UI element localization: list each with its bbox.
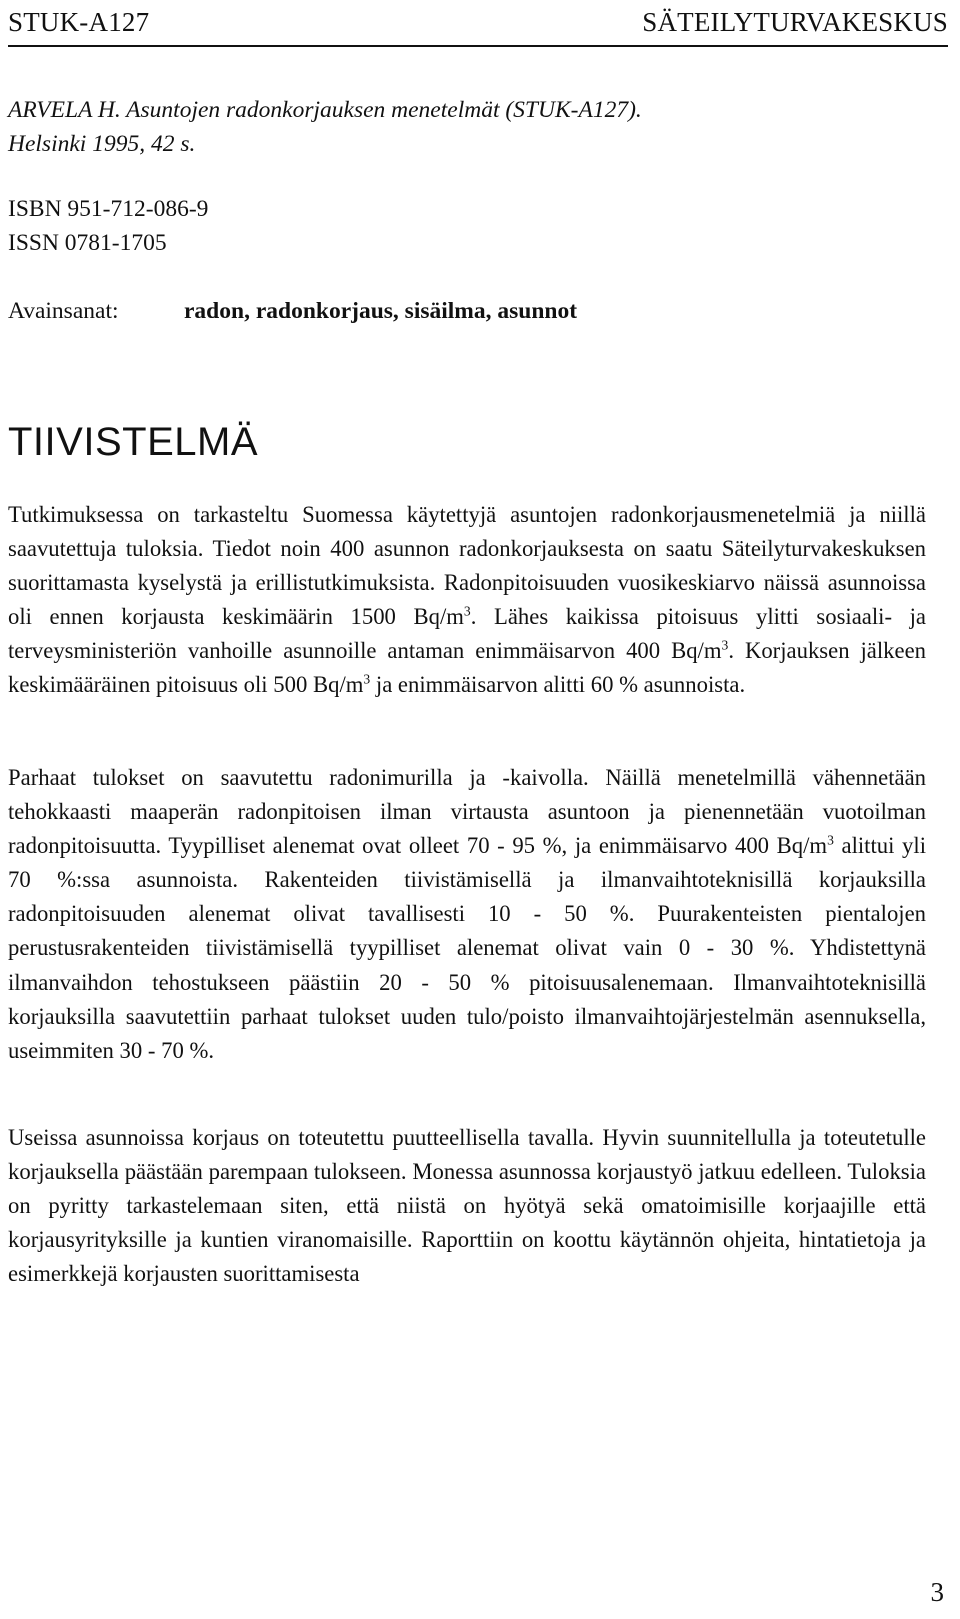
identifiers (8, 192, 208, 260)
p1-text-a: Tutkimuksessa on tarkasteltu Suomessa käytettyjä asuntojen radonkorjausmenetelmiä ja niillä saavutettuja tuloksia. Tiedot noin 400 asunnon radonkorjauksesta on saatu Säteilyturvakeskuksen suorittamasta kyselystä ja erillistutkimuksista. Radonpitoisuuden vuosikeskiarvo näissä asunnoissa oli ennen korjausta keskimäärin 1500 Bq/m (8, 502, 926, 630)
p2-superscript-1: 3 (827, 832, 834, 848)
issn: ISSN 0781-1705 (8, 230, 167, 256)
p1-text-c: . Korjauksen jälkeen keskimääräinen pitoisuus oli 500 Bq/m (8, 638, 926, 698)
p2-text-b: alittui yli 70 %:ssa asunnoista. Rakenteiden tiivistämisellä ja ilmanvaihtoteknisillä korjauksilla radonpitoisuuden alenemat olivat tavallisesti 10 - 50 %. Puurakenteisten pientalojen perustusrakenteiden tiivistämisellä tyypilliset alenemat olivat vain 0 - 30 %. Yhdistettynä ilmanvaihdon tehostukseen päästiin 20 - 50 % pitoisuusalenemaan. Ilmanvaihtoteknisillä korjauksilla saavutettiin parhaat tulokset uuden tulo/poisto ilmanvaihtojärjestelmän asennuksella, useimmiten 30 - 70 %. (8, 833, 926, 1063)
p1-text-b: . Lähes kaikissa pitoisuus ylitti sosiaali- ja terveysministeriön vanhoille asunnoille antaman enimmäisarvon 400 Bq/m (8, 604, 926, 664)
p1-superscript-1: 3 (463, 603, 471, 619)
p2-text-a: Parhaat tulokset on saavutettu radonimurilla ja -kaivolla. Näillä menetelmillä vähennetään tehokkaasti maaperän radonpitoisen ilman virtausta asuntoon ja pienennetään vuotoilman radonpitoisuutta. Tyypilliset alenemat ovat olleet 70 - 95 %, ja enimmäisarvo 400 Bq/m (8, 765, 926, 859)
citation (8, 93, 928, 161)
report-code: STUK-A127 (8, 6, 150, 37)
header-rule (8, 45, 948, 47)
page-number: 3 (930, 1577, 944, 1607)
running-header (8, 2, 948, 42)
keywords (8, 294, 577, 328)
summary-paragraph-3: Useissa asunnoissa korjaus on toteutettu puutteellisella tavalla. Hyvin suunnitellulla ja toteutetulle korjauksella päästään parempaan tulokseen. Monessa asunnossa korjaustyö jatkuu edelleen. Tuloksia on pyritty tarkastelemaan siten, että niistä on hyötyä sekä omatoimisille korjaajille että korjausyrityksille ja kuntien viranomaisille. Raporttiin on koottu käytännön ohjeita, hintatietoja ja esimerkkejä korjausten suorittamisesta (8, 1125, 926, 1287)
isbn: ISBN 951-712-086-9 (8, 196, 209, 222)
keywords-value: radon, radonkorjaus, sisäilma, asunnot (184, 298, 578, 324)
p1-superscript-3: 3 (363, 671, 371, 687)
summary-paragraph-1 (8, 498, 926, 703)
keywords-label: Avainsanat: (8, 298, 119, 324)
p1-superscript-2: 3 (721, 637, 729, 653)
summary-title: TIIVISTELMÄ (8, 420, 258, 464)
p1-text-d: ja enimmäisarvon alitti 60 % asunnoista. (370, 672, 746, 698)
summary-paragraph-2 (8, 761, 926, 1068)
citation-line-2: Helsinki 1995, 42 s. (8, 131, 196, 157)
publisher-name: SÄTEILYTURVAKESKUS (642, 6, 948, 37)
citation-line-1: ARVELA H. Asuntojen radonkorjauksen menetelmät (STUK-A127). (8, 97, 642, 123)
